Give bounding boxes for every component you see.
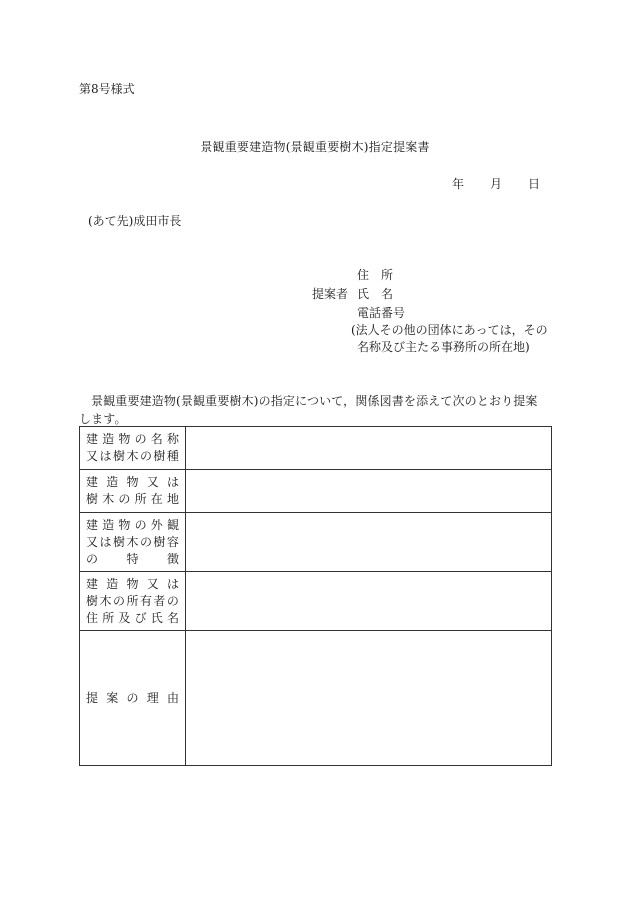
label-line: 提 案 の 理 由 bbox=[86, 690, 179, 705]
field-owner[interactable] bbox=[186, 572, 552, 631]
corporate-note-line-2: 名称及び主たる事務所の所在地) bbox=[357, 340, 530, 354]
proposal-table bbox=[79, 426, 552, 766]
label-line: 建 造 物 又 は bbox=[86, 576, 179, 591]
label-line: 住 所 及 び 氏 名 bbox=[86, 610, 179, 625]
addressee: (あて先)成田市長 bbox=[88, 214, 182, 228]
row-label-location bbox=[80, 470, 186, 513]
corporate-note-line-1: (法人その他の団体にあっては，その bbox=[351, 323, 548, 337]
label-line: 樹 木 の 所 在 地 bbox=[86, 492, 179, 506]
date-line bbox=[452, 177, 540, 191]
field-name-species[interactable] bbox=[186, 427, 552, 470]
address-label: 住 所 bbox=[357, 268, 394, 282]
table-row bbox=[80, 513, 552, 572]
label-line: の 特 徴 bbox=[86, 551, 179, 566]
row-label-reason bbox=[80, 631, 186, 766]
table-row bbox=[80, 572, 552, 631]
field-features[interactable] bbox=[186, 513, 552, 572]
body-text: 景観重要建造物(景観重要樹木)の指定について，関係図書を添えて次のとおり提案します。 bbox=[79, 394, 538, 426]
row-label-name-species bbox=[80, 427, 186, 470]
date-year: 年 bbox=[452, 177, 465, 191]
label-line: 建 造 物 の 外 観 bbox=[86, 517, 179, 532]
field-reason[interactable] bbox=[186, 631, 552, 766]
form-number: 第8号様式 bbox=[79, 82, 135, 96]
date-day: 日 bbox=[528, 177, 541, 191]
row-label-features bbox=[80, 513, 186, 572]
label-line: 又 は 樹 木 の 樹 種 bbox=[86, 449, 179, 463]
name-label: 氏 名 bbox=[357, 287, 394, 301]
date-month: 月 bbox=[490, 177, 503, 191]
proposer-label: 提案者 bbox=[312, 287, 349, 301]
phone-label: 電話番号 bbox=[357, 306, 406, 320]
label-line: 建 造 物 の 名 称 bbox=[86, 432, 179, 446]
table-row bbox=[80, 470, 552, 513]
label-line: 建 造 物 又 は bbox=[86, 475, 179, 489]
field-location[interactable] bbox=[186, 470, 552, 513]
document-title: 景観重要建造物(景観重要樹木)指定提案書 bbox=[200, 140, 430, 154]
table-row bbox=[80, 427, 552, 470]
label-line: 又 は 樹 木 の 樹 容 bbox=[86, 534, 179, 549]
row-label-owner bbox=[80, 572, 186, 631]
table-row bbox=[80, 631, 552, 766]
label-line: 樹 木 の 所 有 者 の bbox=[86, 593, 179, 608]
